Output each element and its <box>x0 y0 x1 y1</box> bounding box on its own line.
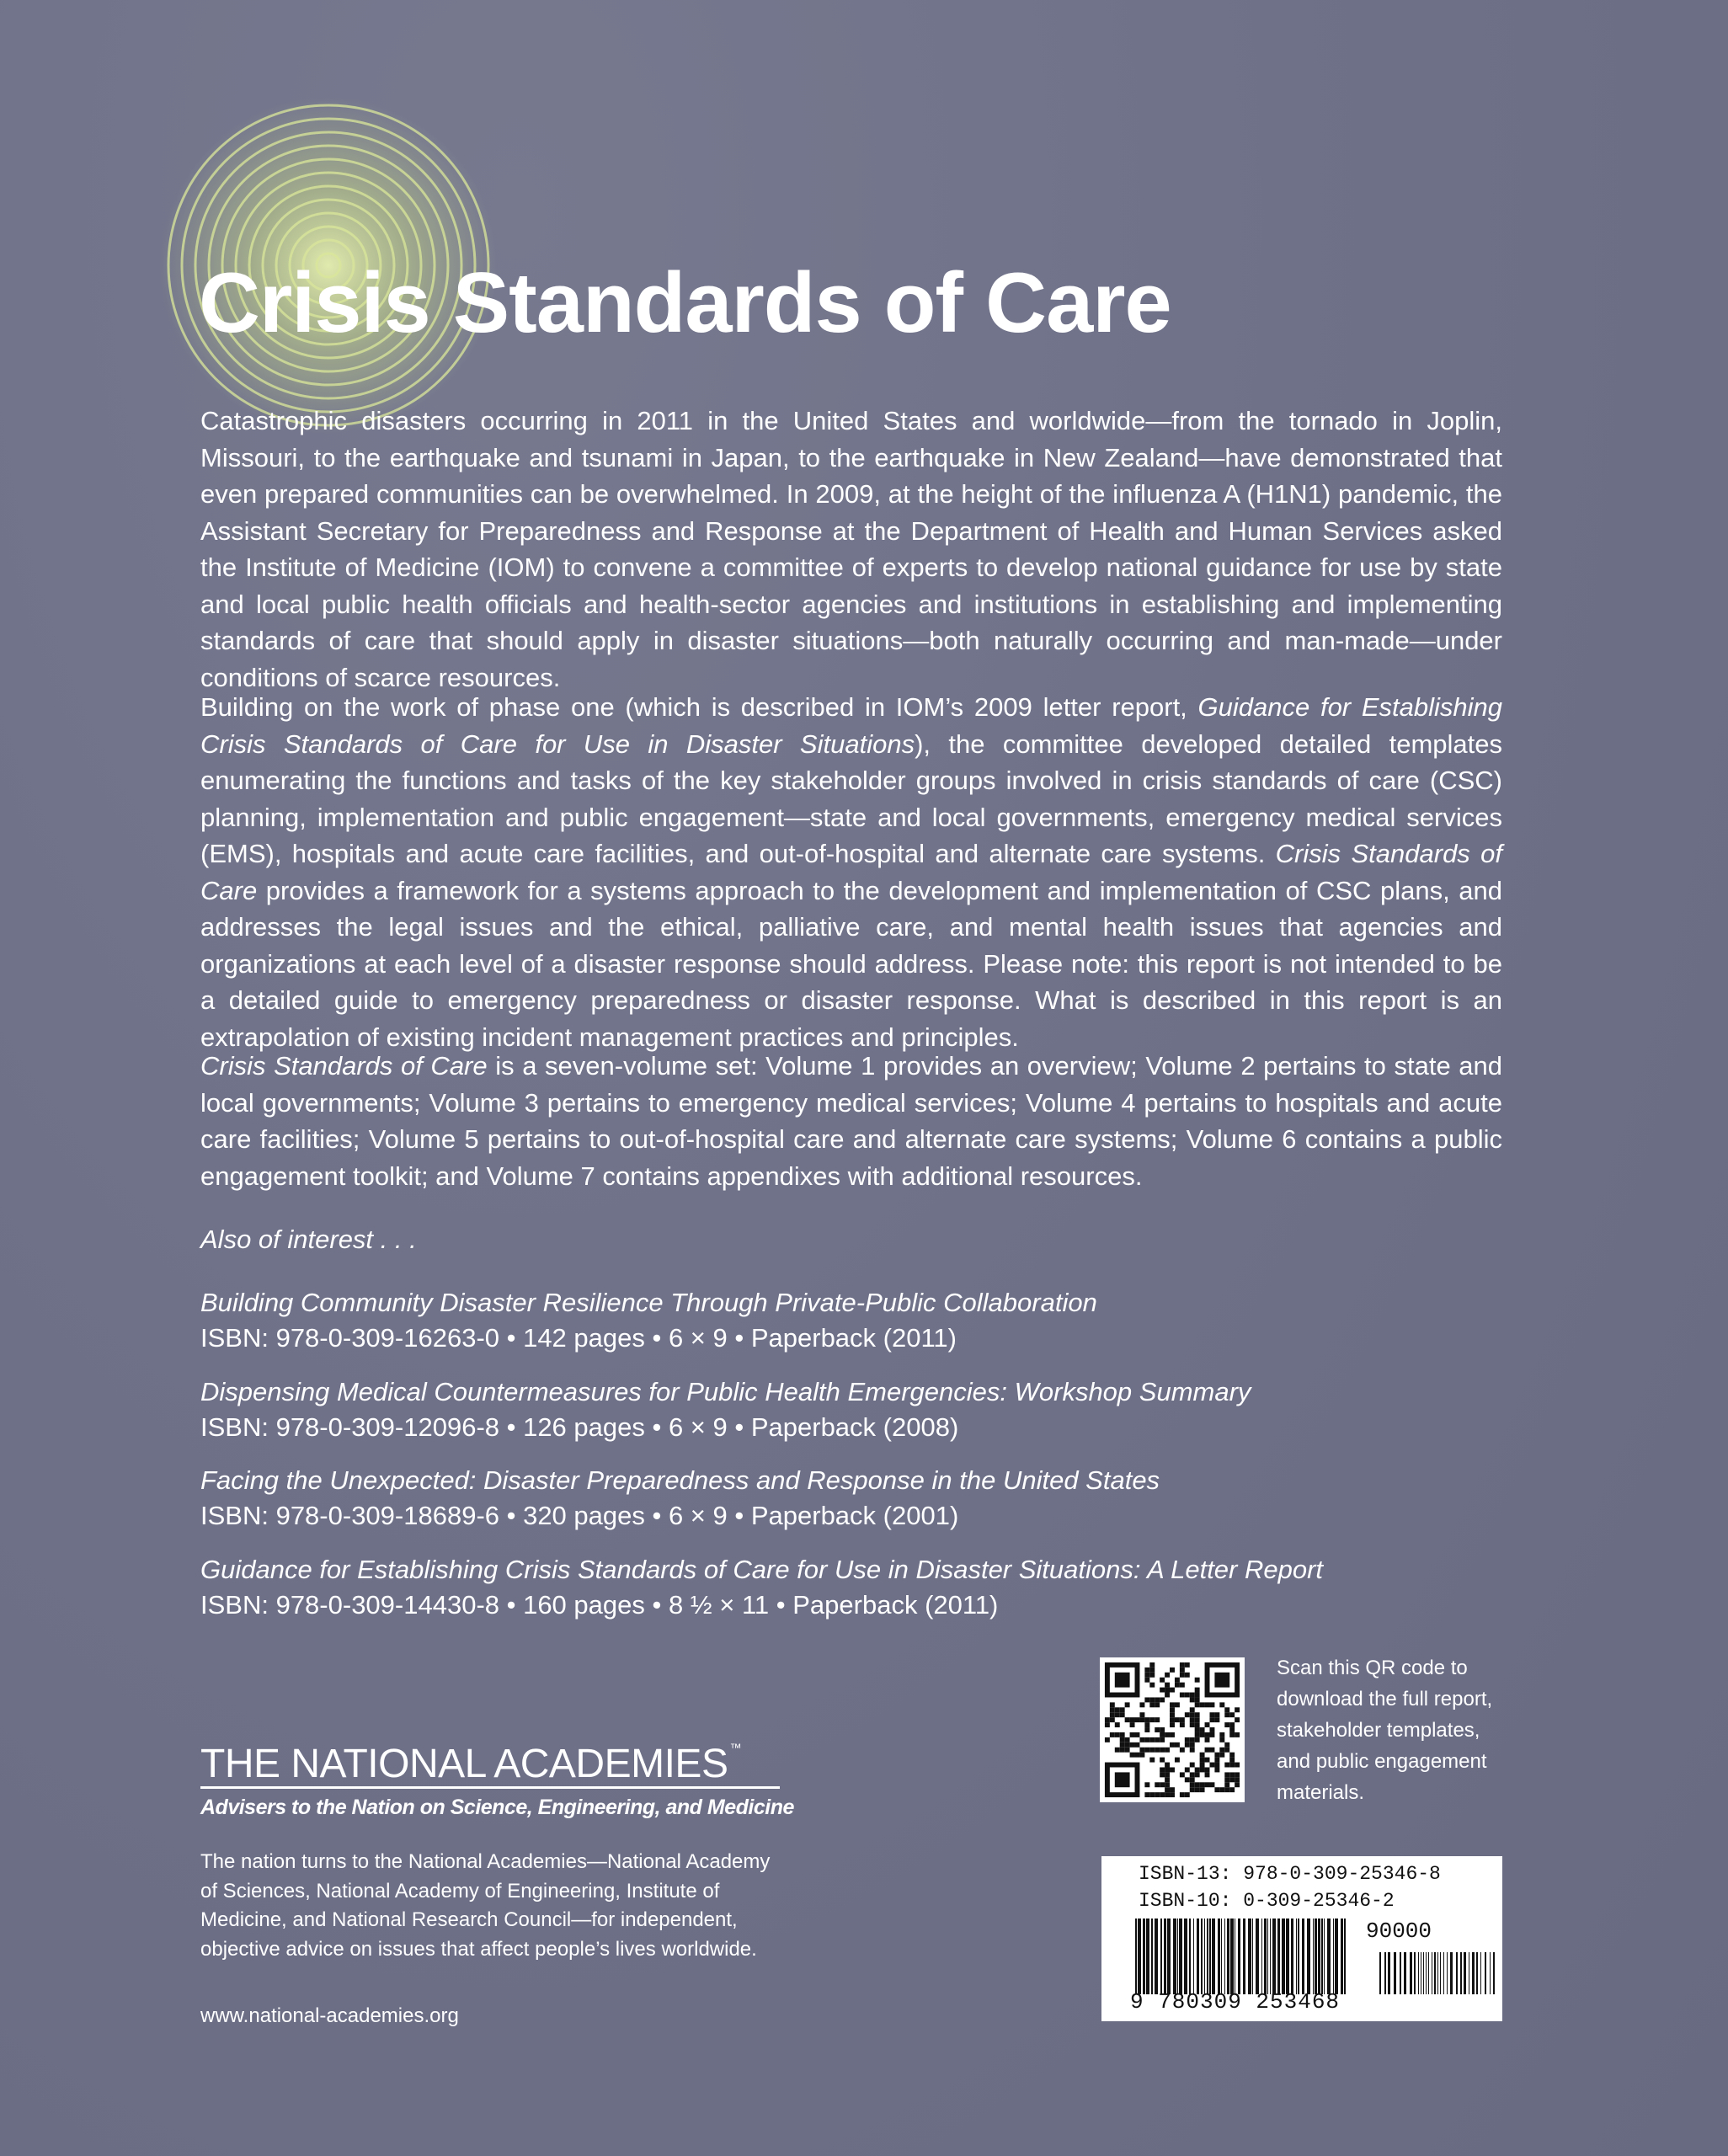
paragraph-text <box>200 689 1502 1055</box>
related-title: Dispensing Medical Countermeasures for Public Health Emergencies: Workshop Summary <box>200 1377 1251 1406</box>
qr-code[interactable] <box>1100 1657 1245 1802</box>
barcode-number: 9 780309 253468 <box>1130 1989 1341 2015</box>
publisher-divider <box>200 1786 780 1789</box>
publisher-tagline: Advisers to the Nation on Science, Engineering, and Medicine <box>200 1796 794 1819</box>
related-details: ISBN: 978-0-309-16263-0 • 142 pages • 6 × 9 • Paperback (2011) <box>200 1323 957 1353</box>
paragraph-text: Catastrophic disasters occurring in 2011 in the United States and worldwide—from the tornado in Joplin, Missouri, to the earthquake and tsunami in Japan, to the earthquake in New Zealand—have demonstrated that even prepared communities can be overwhelmed. In 2009, at the height of the influenza A (H1N1) pandemic, the Assistant Secretary for Preparedness and Response at the Department of Health and Human Services asked the Institute of Medicine (IOM) to convene a committee of experts to develop national guidance for use by state and local public health officials and health-sector agencies and institutions in establishing and implementing standards of care that should apply in disaster situations—both naturally occurring and man-made—under conditions of scarce resources. <box>200 406 1502 692</box>
italic-book-title: Guidance for Establishing Crisis Standards of Care for Use in Disaster Situations <box>200 692 1503 759</box>
text-run: provides a framework for a systems approach to the development and implementation of CSC plans, and addresses the legal issues and the ethical, palliative care, and mental health issues that agencies and organizations at each level of a disaster response should address. Please note: this report is not intended to be a detailed guide to emergency preparedness or disaster response. What is described in this report is an extrapolation of existing incident management practices and principles. <box>200 875 1502 1052</box>
related-title-item <box>200 1552 1548 1623</box>
related-title-item <box>200 1374 1548 1445</box>
cover-title: Crisis Standards of Care <box>199 256 1171 350</box>
related-details: ISBN: 978-0-309-12096-8 • 126 pages • 6 × 9 • Paperback (2008) <box>200 1412 959 1442</box>
qr-code-pattern <box>1100 1657 1245 1802</box>
trademark-symbol: ™ <box>729 1741 741 1754</box>
text-run: ), the committee developed detailed templates enumerating the functions and tasks of the key stakeholder groups involved in crisis standards of care (CSC) planning, implementation and public engagement—state and local governments, emergency medical services (EMS), hospitals and acute care facilities, and out-of-hospital and alternate care systems. <box>200 728 1503 868</box>
isbn-barcode-label <box>1101 1856 1502 2021</box>
related-title: Building Community Disaster Resilience Through Private-Public Collaboration <box>200 1288 1097 1317</box>
text-run: Building on the work of phase one (which is described in IOM’s 2009 letter report, <box>200 692 1198 722</box>
related-title: Facing the Unexpected: Disaster Preparedness and Response in the United States <box>200 1465 1160 1495</box>
italic-book-title: Crisis Standards of Care <box>200 839 1502 905</box>
publisher-name: THE NATIONAL ACADEMIES <box>200 1742 728 1786</box>
paragraph-text <box>200 1048 1502 1194</box>
publisher-description: The nation turns to the National Academies—National Academy of Sciences, National Academy of Engineering, Institute of Medicine, and National Research Council—for independent, objective advice on issues that affect people’s lives worldwide. <box>200 1850 771 1961</box>
related-title-item <box>200 1285 1548 1356</box>
related-title: Guidance for Establishing Crisis Standards of Care for Use in Disaster Situations: A Letter Report <box>200 1555 1324 1584</box>
price-code: 90000 <box>1366 1919 1432 1944</box>
also-of-interest-heading: Also of interest . . . <box>200 1225 417 1254</box>
description-paragraph-2 <box>200 689 1502 1055</box>
description-paragraph-1 <box>200 403 1502 696</box>
italic-book-title: Crisis Standards of Care <box>200 1051 488 1081</box>
description-paragraph-3 <box>200 1048 1502 1194</box>
isbn-10: ISBN-10: 0-309-25346-2 <box>1139 1890 1395 1912</box>
text-run: is a seven-volume set: Volume 1 provides an overview; Volume 2 pertains to state and local governments; Volume 3 pertains to emergency medical services; Volume 4 pertains to hospitals and acute care facilities; Volume 5 pertains to out-of-hospital care and alternate care systems; Volume 6 contains a public engagement toolkit; and Volume 7 contains appendixes with additional resources. <box>200 1051 1502 1191</box>
related-details: ISBN: 978-0-309-14430-8 • 160 pages • 8 ½ × 11 • Paperback (2011) <box>200 1590 999 1620</box>
isbn-13: ISBN-13: 978-0-309-25346-8 <box>1139 1863 1441 1885</box>
qr-instructions: Scan this QR code to download the full report, stakeholder templates, and public engagement materials. <box>1277 1657 1493 1804</box>
related-title-item <box>200 1463 1548 1534</box>
barcode-bars <box>1135 1919 1497 1994</box>
related-details: ISBN: 978-0-309-18689-6 • 320 pages • 6 × 9 • Paperback (2001) <box>200 1501 959 1530</box>
publisher-logo-text <box>200 1741 741 1787</box>
publisher-url-link[interactable]: www.national-academies.org <box>200 2004 459 2027</box>
